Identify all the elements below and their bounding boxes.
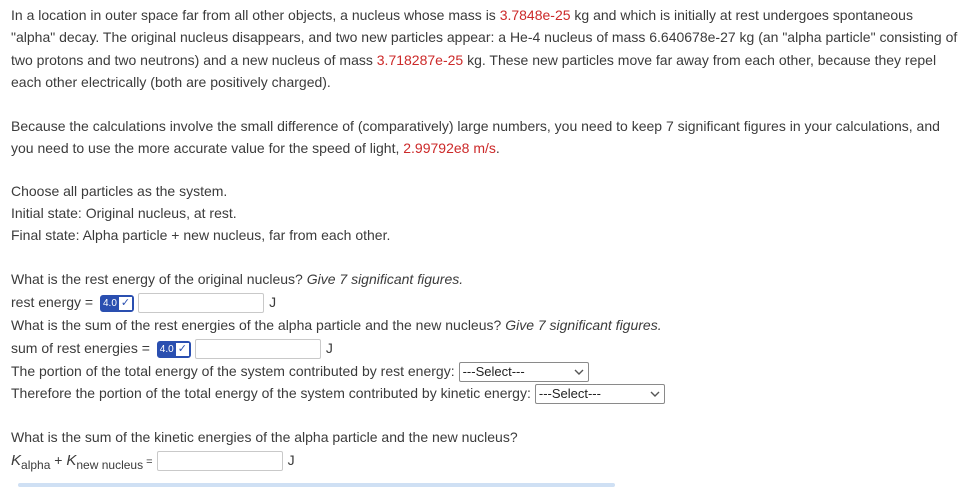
q1-points: 4.0: [103, 297, 117, 309]
speed-of-light-value: 2.99792e8 m/s: [403, 140, 496, 157]
q2-points: 4.0: [159, 343, 174, 355]
q1-hint: Give 7 significant figures.: [306, 271, 464, 287]
q1-question: [11, 269, 463, 289]
precision-note: [11, 115, 961, 160]
sum-rest-energies-label: sum of rest energies =: [11, 340, 154, 356]
kinetic-energy-sum-unit: J: [287, 452, 295, 468]
kinetic-energy-portion-value: ---Select---: [538, 386, 601, 402]
sum-rest-energies-input[interactable]: [195, 339, 321, 359]
k-symbol-new-nucleus: K: [66, 452, 77, 469]
plus-sign: +: [50, 452, 67, 468]
precision-text-2: .: [495, 140, 500, 157]
kinetic-energy-portion-label: Therefore the portion of the total energy of the system contributed by kinetic energy:: [11, 385, 531, 401]
horizontal-scrollbar[interactable]: [18, 483, 615, 487]
intro-text-3: kg. These new particles move far away from each other, because they repel each other electrically (both are positively charged).: [11, 51, 937, 90]
q5-answer-row: [11, 450, 295, 475]
rest-energy-portion-label: The portion of the total energy of the system contributed by rest energy:: [11, 363, 455, 379]
q1-text: What is the rest energy of the original nucleus?: [11, 271, 307, 287]
q2-text: What is the sum of the rest energies of the alpha particle and the new nucleus?: [11, 317, 506, 333]
q3-row: [11, 361, 589, 382]
problem-intro: [11, 4, 961, 93]
q2-answer-row: [11, 338, 333, 359]
q2-points-badge: [157, 341, 191, 358]
system-choice: Choose all particles as the system.: [11, 183, 228, 199]
precision-text-1: Because the calculations involve the small difference of (comparatively) large numbers, you need to keep 7 significant figures in your calculations, and you need to use the more accurate value for the speed of light,: [11, 118, 940, 157]
initial-state: Initial state: Original nucleus, at rest.: [11, 205, 237, 221]
rest-energy-portion-value: ---Select---: [462, 364, 525, 380]
rest-energy-label: rest energy =: [11, 294, 97, 310]
kinetic-energy-portion-select[interactable]: [535, 384, 665, 404]
q1-answer-row: [11, 292, 276, 313]
k-symbol-alpha: K: [11, 452, 22, 469]
intro-text-1: In a location in outer space far from all other objects, a nucleus whose mass is: [11, 7, 500, 23]
rest-energy-portion-select[interactable]: [459, 362, 589, 382]
sum-rest-energies-unit: J: [325, 340, 333, 356]
original-mass-value: 3.7848e-25: [499, 7, 571, 23]
q4-row: [11, 383, 665, 404]
q2-question: [11, 315, 662, 335]
rest-energy-input[interactable]: [138, 293, 264, 313]
chevron-down-icon: [649, 388, 661, 400]
k-alpha-subscript: alpha: [21, 457, 51, 472]
intro-text-2: kg and which is initially at rest undergoes spontaneous "alpha" decay. The original nucleus disappears, and two new particles appear: a He-4 nucleus of mass 6.640678e-27 kg (an "alpha particle" consisting of two protons and two neutrons) and a new nucleus of mass: [11, 7, 958, 68]
q2-hint: Give 7 significant figures.: [505, 317, 662, 333]
check-icon: ✓: [177, 342, 187, 355]
chevron-down-icon: [573, 366, 585, 378]
new-nucleus-mass-value: 3.718287e-25: [376, 51, 464, 68]
q1-points-badge: [100, 295, 134, 312]
final-state: Final state: Alpha particle + new nucleus, far from each other.: [11, 227, 391, 243]
k-new-nucleus-subscript: new nucleus: [76, 457, 144, 472]
kinetic-energy-sum-input[interactable]: [157, 451, 283, 471]
equals-sign: =: [143, 456, 153, 468]
rest-energy-unit: J: [269, 294, 277, 310]
q5-question: What is the sum of the kinetic energies of the alpha particle and the new nucleus?: [11, 429, 518, 445]
check-icon: ✓: [120, 296, 131, 309]
